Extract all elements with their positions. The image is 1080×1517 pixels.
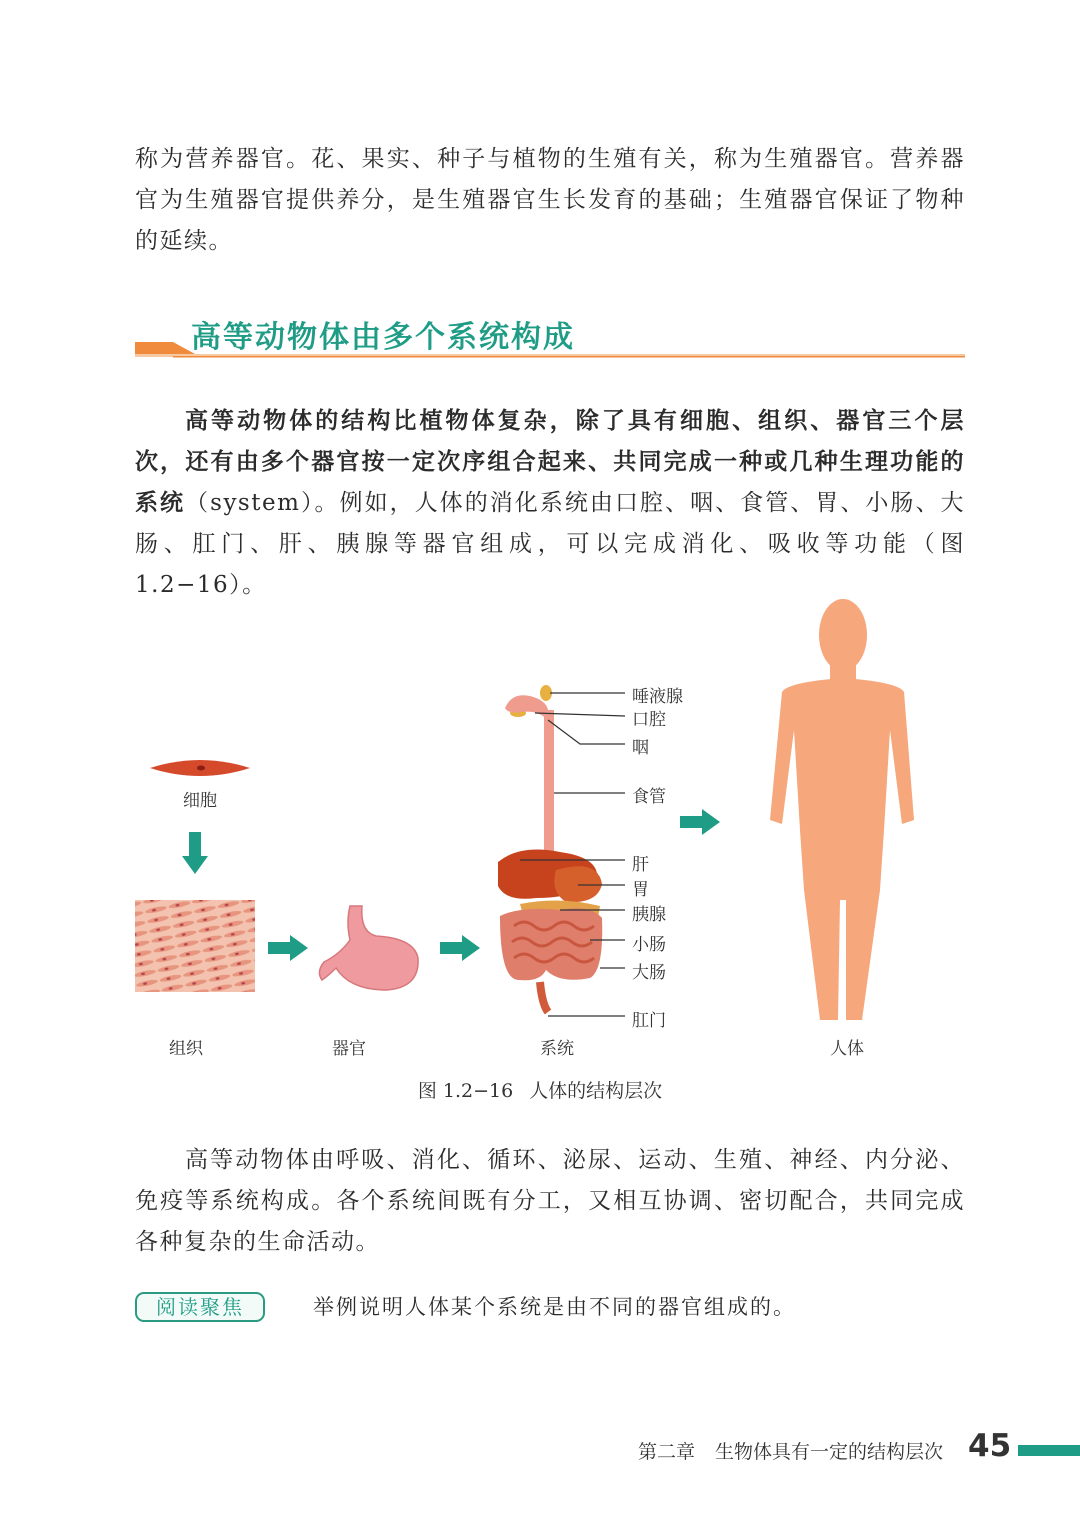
human-body-image <box>770 599 914 1020</box>
footer-chapter-title: 生物体具有一定的结构层次 <box>714 1441 943 1463</box>
label-mouth: 口腔 <box>632 710 666 730</box>
footer-chapter-number: 第二章 <box>637 1441 695 1463</box>
figure-caption <box>0 1076 1080 1103</box>
stomach-image <box>319 906 418 990</box>
label-liver: 肝 <box>632 855 649 875</box>
label-large-intestine: 大肠 <box>632 963 666 983</box>
label-cell: 细胞 <box>183 791 217 811</box>
system-paragraph <box>135 401 965 606</box>
right-arrow-icon <box>680 809 720 835</box>
page-number-bar <box>1018 1445 1080 1456</box>
right-arrow-icon <box>440 935 480 961</box>
caption-number: 图 1.2−16 <box>417 1080 514 1102</box>
label-tissue: 组织 <box>169 1039 203 1059</box>
footer-chapter <box>632 1437 943 1464</box>
down-arrow-icon <box>182 832 208 874</box>
figure-graphics <box>0 580 1080 1060</box>
tissue-image <box>135 900 255 992</box>
section-title: 高等动物体由多个系统构成 <box>191 320 575 355</box>
right-arrow-icon <box>268 935 308 961</box>
label-pancreas: 胰腺 <box>632 905 666 925</box>
figure-structure-levels <box>0 580 1080 1060</box>
caption-title: 人体的结构层次 <box>529 1080 663 1102</box>
label-salivary-gland: 唾液腺 <box>632 687 683 707</box>
system-definition-bold: 高等动物体的结构比植物体复杂，除了具有细胞、组织、器官三个层次，还有由多个器官按一定次序组合起来、共同完成一种或几种生理功能的系统 <box>135 408 965 516</box>
digestive-system-image <box>498 685 602 1012</box>
label-human-body: 人体 <box>830 1039 864 1059</box>
systems-paragraph: 高等动物体由呼吸、消化、循环、泌尿、运动、生殖、神经、内分泌、免疫等系统构成。各个系统间既有分工，又相互协调、密切配合，共同完成各种复杂的生命活动。 <box>135 1147 965 1255</box>
system-definition-normal: （system）。例如，人体的消化系统由口腔、咽、食管、胃、小肠、大肠、肛门、肝、胰腺等器官组成，可以完成消化、吸收等功能（图 1.2−16）。 <box>135 490 966 598</box>
intro-paragraph: 称为营养器官。花、果实、种子与植物的生殖有关，称为生殖器官。营养器官为生殖器官提供养分，是生殖器官生长发育的基础；生殖器官保证了物种的延续。 <box>135 146 965 254</box>
label-anus: 肛门 <box>632 1011 666 1031</box>
label-esophagus: 食管 <box>632 787 666 807</box>
section-heading <box>135 300 965 362</box>
reading-focus-badge: 阅读聚焦 <box>135 1292 265 1322</box>
page-number: 45 <box>968 1428 1012 1464</box>
label-stomach: 胃 <box>632 880 649 900</box>
reading-focus-text: 举例说明人体某个系统是由不同的器官组成的。 <box>313 1295 796 1319</box>
label-pharynx: 咽 <box>632 738 649 758</box>
label-small-intestine: 小肠 <box>632 935 666 955</box>
label-system: 系统 <box>540 1039 574 1059</box>
label-organ: 器官 <box>332 1039 366 1059</box>
